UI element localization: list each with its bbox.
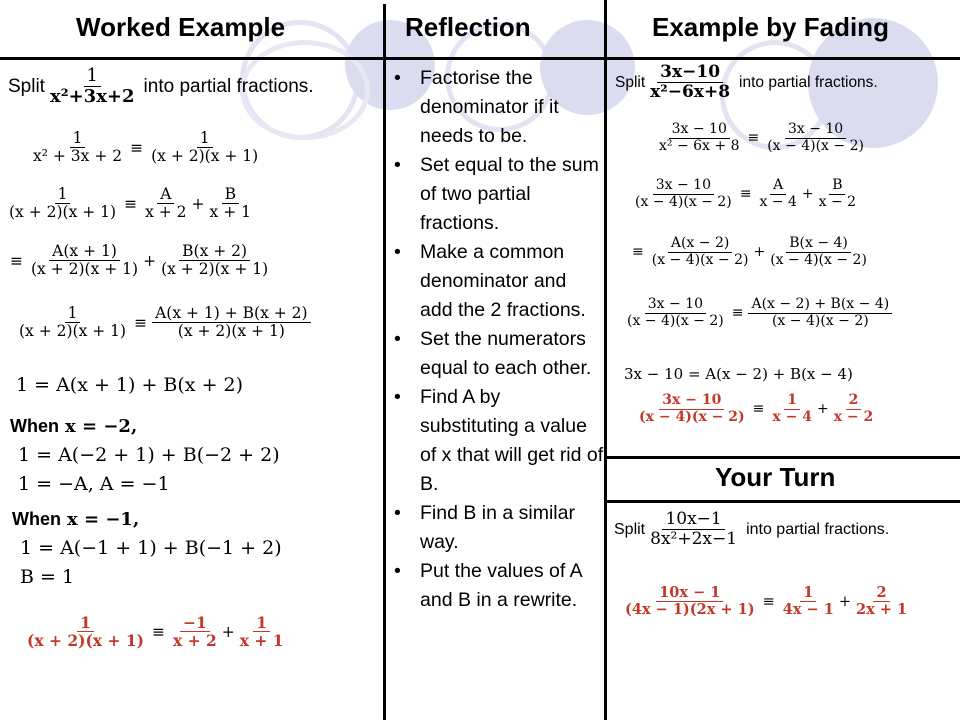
fraction-numerator: B(x − 4) [786, 236, 851, 253]
fading-answer [634, 393, 878, 425]
fraction-denominator: x + 2 [145, 203, 187, 222]
worked-when-1 [10, 416, 137, 437]
fraction-numerator: 1 [65, 305, 81, 323]
fraction-denominator: (x − 4)(x − 2) [767, 137, 864, 154]
fraction-denominator: (4x − 1)(2x + 1) [625, 601, 755, 619]
fraction-denominator: x − 2 [818, 193, 857, 210]
fraction-numerator: 3x − 10 [645, 297, 706, 314]
equiv-sign: ≡ [130, 138, 144, 157]
fraction-numerator: 1 [84, 66, 101, 87]
equiv-sign: ≡ [151, 622, 165, 641]
fading-step-4 [622, 297, 894, 329]
reflection-item: • Make a common denominator and add the 2 fractions. [392, 238, 604, 325]
column-divider-right [604, 0, 607, 720]
worked-step-9: B = 1 [20, 566, 75, 588]
reflection-list [392, 64, 604, 615]
fraction-numerator: 1 [77, 614, 94, 632]
worked-step-6: 1 = A(−2 + 1) + B(−2 + 2) [18, 444, 280, 466]
question-fraction [47, 66, 138, 107]
fraction-denominator: x − 2 [833, 408, 874, 425]
fraction-numerator: B [222, 186, 239, 204]
reflection-item: • Factorise the denominator if it needs to be. [392, 64, 604, 151]
fraction-numerator: A [157, 186, 174, 204]
fraction-denominator: (x − 4)(x − 2) [770, 251, 867, 268]
fraction-denominator: x²+3x+2 [49, 86, 135, 108]
reflection-item: • Set equal to the sum of two partial fractions. [392, 151, 604, 238]
split-label: Split [8, 75, 45, 97]
fraction-numerator: 3x − 10 [653, 178, 714, 195]
question-fraction [647, 510, 740, 549]
worked-when-2 [12, 509, 139, 530]
fraction-denominator: (x + 2)(x + 1) [19, 322, 127, 341]
your-turn-divider-top [606, 456, 960, 459]
heading-example-by-fading: Example by Fading [652, 12, 889, 42]
plus-sign: + [143, 251, 157, 270]
fraction-numerator: 1 [800, 585, 816, 602]
fraction-numerator: A(x + 1) + B(x + 2) [152, 305, 311, 323]
fraction-numerator: 2 [846, 393, 862, 410]
fraction-denominator: 8x²+2x−1 [650, 529, 738, 550]
fraction-numerator: 3x − 10 [659, 393, 724, 410]
worked-step-7: 1 = −A, A = −1 [18, 473, 170, 495]
fraction-denominator: (x − 4)(x − 2) [771, 312, 869, 329]
split-label: Split [615, 73, 646, 91]
fraction-denominator: (x + 2)(x + 1) [9, 203, 117, 222]
equiv-sign: ≡ [762, 593, 775, 610]
fraction-denominator: 2x + 1 [855, 601, 908, 619]
fading-step-2 [630, 178, 861, 210]
fading-step-5: 3x − 10 = A(x − 2) + B(x − 4) [624, 365, 853, 383]
fraction-denominator: x²−6x+8 [650, 82, 731, 103]
plus-sign: + [801, 186, 814, 203]
equiv-sign: ≡ [134, 313, 148, 332]
fraction-numerator: B [829, 178, 845, 195]
fraction-numerator: 2 [873, 585, 889, 602]
fraction-denominator: (x − 4)(x − 2) [635, 193, 732, 210]
fraction-denominator: x + 2 [172, 631, 217, 651]
column-divider-left [383, 4, 386, 720]
fading-step-1 [654, 122, 869, 154]
header-divider [0, 57, 960, 60]
worked-question [8, 66, 314, 107]
worked-step-4 [14, 305, 313, 341]
equiv-sign: ≡ [731, 305, 744, 322]
plus-sign: + [221, 622, 235, 641]
plus-sign: + [753, 244, 766, 261]
fraction-numerator: 3x − 10 [785, 122, 846, 139]
equiv-sign: ≡ [739, 186, 752, 203]
fraction-numerator: A [770, 178, 786, 195]
equiv-sign: ≡ [10, 251, 23, 270]
fraction-numerator: 1 [784, 393, 800, 410]
plus-sign: + [816, 401, 829, 418]
fraction-denominator: (x + 2)(x + 1) [27, 631, 144, 651]
fraction-numerator: 1 [70, 130, 86, 148]
when-label: When [12, 509, 61, 529]
fraction-numerator: A(x − 2) [668, 236, 732, 253]
when-label: When [10, 416, 59, 436]
fraction-denominator: x − 4 [759, 193, 797, 210]
plus-sign: + [838, 593, 851, 610]
fraction-denominator: x² − 6x + 8 [659, 137, 740, 154]
fraction-numerator: 3x − 10 [669, 122, 730, 139]
fraction-numerator: 10x−1 [662, 510, 724, 530]
heading-reflection: Reflection [405, 12, 531, 42]
heading-worked-example: Worked Example [76, 12, 286, 42]
worked-answer [22, 614, 289, 650]
fraction-numerator: 1 [55, 186, 71, 204]
fraction-numerator: A(x − 2) + B(x − 4) [748, 297, 892, 314]
plus-sign: + [191, 194, 205, 213]
fraction-denominator: x² + 3x + 2 [33, 147, 123, 166]
fraction-numerator: A(x + 1) [49, 243, 120, 261]
fraction-numerator: 10x − 1 [656, 585, 723, 602]
equiv-sign: ≡ [632, 244, 644, 261]
question-fraction [647, 63, 733, 102]
fading-question [615, 63, 878, 102]
reflection-item: • Put the values of A and B in a rewrite. [392, 557, 604, 615]
worked-step-3 [10, 243, 273, 279]
fraction-numerator: 1 [253, 614, 270, 632]
heading-your-turn: Your Turn [715, 462, 836, 492]
equiv-sign: ≡ [124, 194, 138, 213]
split-label: Split [614, 520, 646, 538]
fraction-numerator: B(x + 2) [179, 243, 250, 261]
fraction-denominator: (x − 4)(x − 2) [639, 408, 745, 425]
fraction-numerator: −1 [180, 614, 210, 632]
equiv-sign: ≡ [752, 401, 765, 418]
fraction-denominator: x + 1 [209, 203, 251, 222]
fraction-denominator: (x − 4)(x − 2) [627, 312, 724, 329]
fading-step-3 [632, 236, 872, 268]
fraction-denominator: 4x − 1 [782, 601, 834, 619]
fraction-numerator: 3x−10 [657, 63, 723, 83]
worked-step-8: 1 = A(−1 + 1) + B(−1 + 2) [20, 537, 282, 559]
fraction-denominator: x − 4 [772, 408, 812, 425]
fraction-denominator: (x − 4)(x − 2) [651, 251, 749, 268]
when-expression: x = −1, [67, 509, 140, 530]
when-expression: x = −2, [65, 416, 138, 437]
fraction-denominator: (x + 2)(x + 1) [161, 260, 269, 279]
worked-step-1 [28, 130, 263, 166]
into-label: into partial fractions. [746, 520, 890, 538]
fraction-numerator: 1 [197, 130, 213, 148]
reflection-item: • Find A by substituting a value of x that will get rid of B. [392, 383, 604, 499]
fraction-denominator: (x + 2)(x + 1) [151, 147, 259, 166]
reflection-item: • Set the numerators equal to each other. [392, 325, 604, 383]
reflection-item: • Find B in a similar way. [392, 499, 604, 557]
worked-step-2 [4, 186, 256, 222]
fraction-denominator: x + 1 [239, 631, 284, 651]
into-label: into partial fractions. [143, 75, 314, 97]
fraction-denominator: (x + 2)(x + 1) [31, 260, 139, 279]
your-turn-divider-bottom [606, 500, 960, 503]
equiv-sign: ≡ [747, 130, 760, 147]
fraction-denominator: (x + 2)(x + 1) [177, 322, 285, 341]
your-turn-answer [620, 585, 912, 618]
worked-step-5: 1 = A(x + 1) + B(x + 2) [16, 374, 244, 396]
into-label: into partial fractions. [739, 73, 878, 91]
your-turn-question [614, 510, 889, 549]
